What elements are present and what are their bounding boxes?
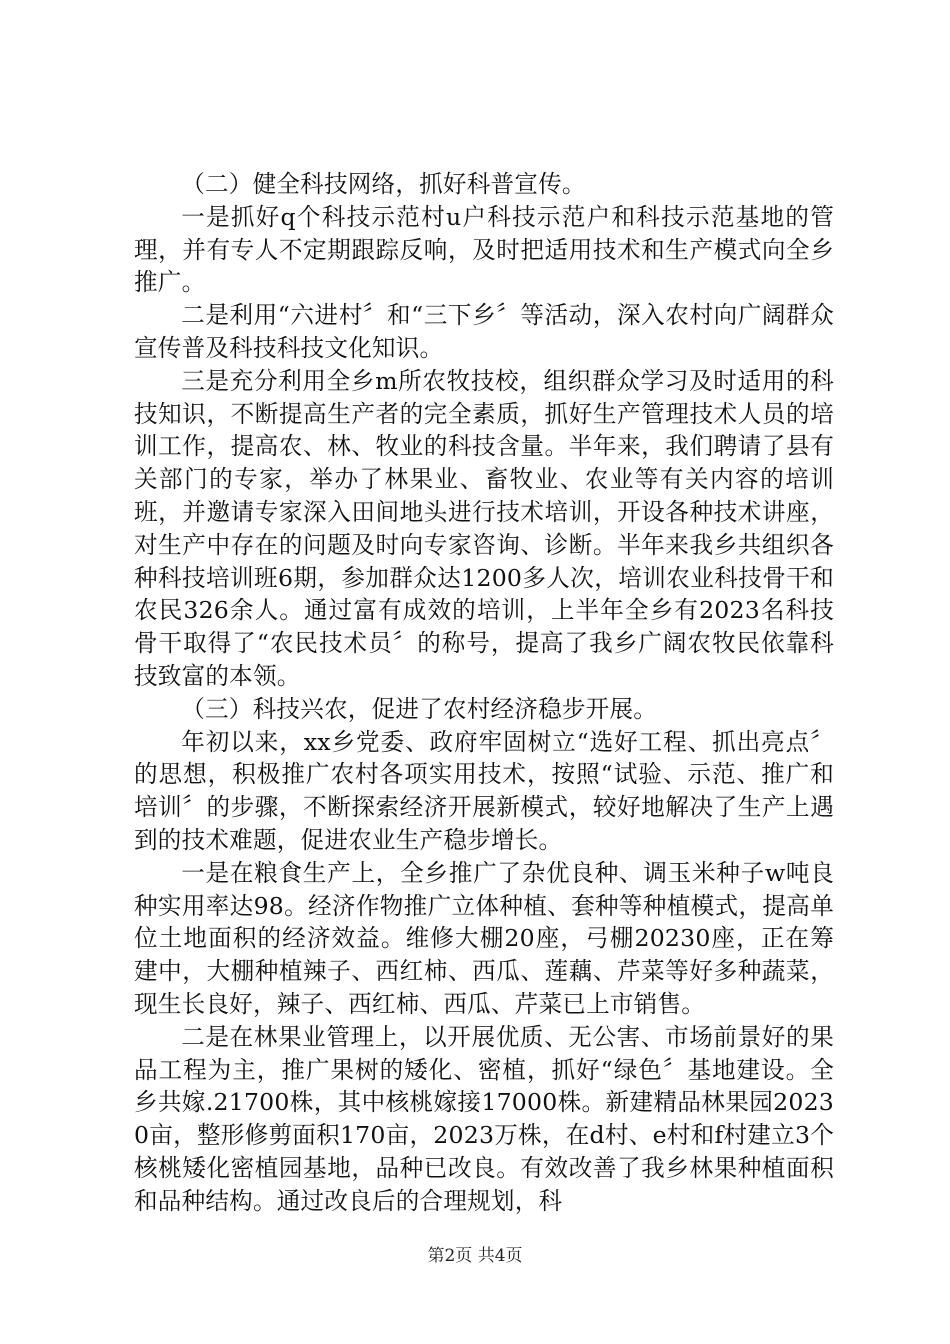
paragraph-3: 三是充分利用全乡m所农牧技校，组织群众学习及时适用的科技知识，不断提高生产者的完全素质，抓好生产管理技术人员的培训工作，提高农、林、牧业的科技含量。半年来，我们聘请了县有关部门的专家，举办了林果业、畜牧业、农业等有关内容的培训班，并邀请专家深入田间地头进行技术培训，开设各种技术讲座，对生产中存在的问题及时向专家咨询、诊断。半年来我乡共组织各种科技培训班6期，参加群众达1200多人次，培训农业科技骨干和农民326余人。通过富有成效的培训，上半年全乡有2023名科技骨干取得了“农民技术员〞的称号，提高了我乡广阔农牧民依靠科技致富的本领。 [134, 366, 834, 690]
section-heading-2: （二）健全科技网络，抓好科普宣传。 [181, 170, 586, 198]
paragraph-5: 一是在粮食生产上，全乡推广了杂优良种、调玉米种子w吨良种实用率达98。经济作物推广立体种植、套种等种植模式，提高单位土地面积的经济效益。维修大棚20座，弓棚20230座，正在筹建中，大棚种植辣子、西红柿、西瓜、莲藕、芹菜等好多种蔬菜，现生长良好，辣子、西红柿、西瓜、芹菜已上市销售。 [134, 858, 834, 1018]
paragraph-4: 年初以来，xx乡党委、政府牢固树立“选好工程、抓出亮点〞的思想，积极推广农村各项实用技术，按照“试验、示范、推广和培训〞的步骤，不断探索经济开展新模式，较好地解决了生产上遇到的技术难题，促进农业生产稳步增长。 [134, 727, 834, 854]
page-number-footer: 第2页 共4页 [427, 1246, 523, 1266]
section-heading-3: （三）科技兴农，促进了农村经济稳步开展。 [181, 694, 658, 723]
document-body [134, 168, 834, 1218]
paragraph-2: 二是利用“六进村〞和“三下乡〞等活动，深入农村向广阔群众宣传普及科技科技文化知识。 [134, 301, 834, 362]
paragraph-1: 一是抓好q个科技示范村u户科技示范户和科技示范基地的管理，并有专人不定期跟踪反响，及时把适用技术和生产模式向全乡推广。 [134, 202, 834, 297]
paragraph-6: 二是在林果业管理上，以开展优质、无公害、市场前景好的果品工程为主，推广果树的矮化、密植，抓好“绿色〞基地建设。全乡共嫁.21700株，其中核桃嫁接17000株。新建精品林果园20230亩，整形修剪面积170亩，2023万株，在d村、e村和f村建立3个核桃矮化密植园基地，品种已改良。有效改善了我乡林果种植面积和品种结构。通过改良后的合理规划，科 [134, 1022, 834, 1215]
